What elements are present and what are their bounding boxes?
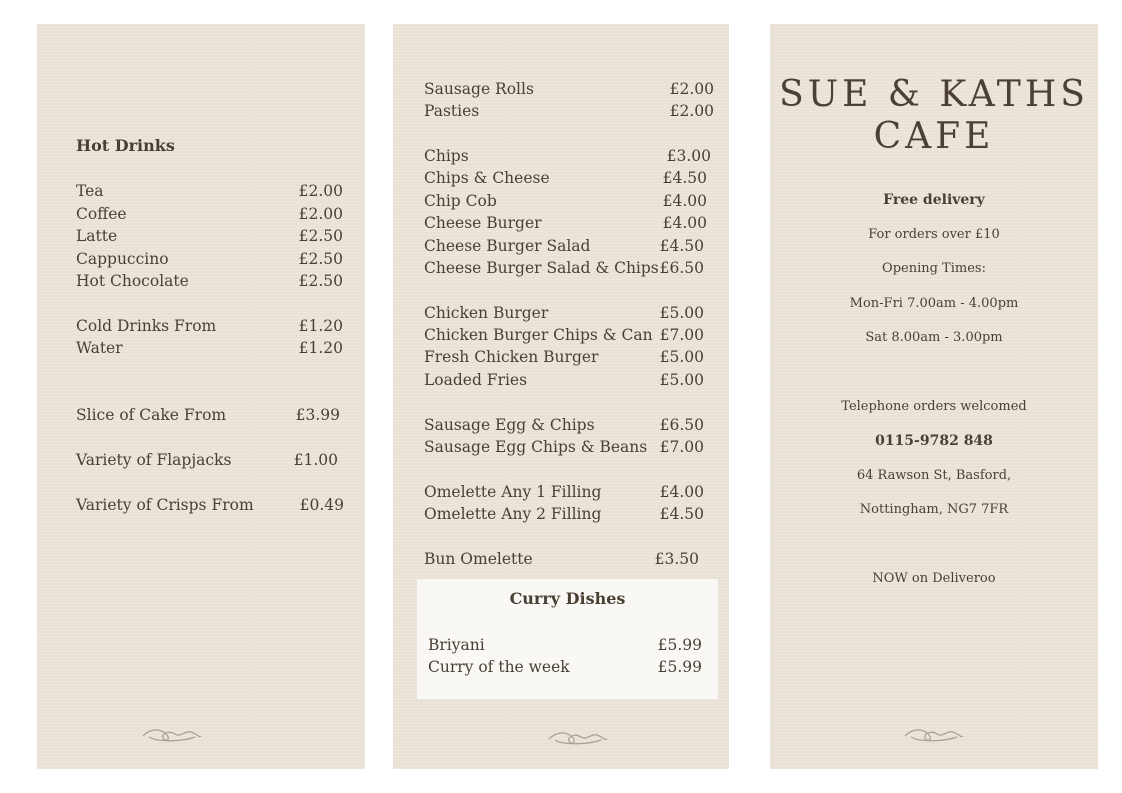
- item-price: £2.50: [298, 227, 343, 245]
- item-price: £4.00: [659, 483, 704, 501]
- item-price: £3.99: [295, 406, 340, 424]
- item-name: Curry of the week: [428, 658, 570, 676]
- item-name: Cheese Burger Salad & Chips: [424, 259, 659, 277]
- item-name: Chips: [424, 147, 469, 165]
- item-name: Cheese Burger: [424, 214, 542, 232]
- curry-dishes-box: [417, 579, 718, 699]
- item-price: £5.99: [657, 658, 702, 676]
- item-name: Loaded Fries: [424, 371, 528, 389]
- hot-drinks-heading: Hot Drinks: [76, 136, 175, 155]
- item-name: Bun Omelette: [424, 550, 533, 568]
- item-name: Briyani: [428, 636, 485, 654]
- item-name: Hot Chocolate: [76, 272, 189, 290]
- item-name: Chips & Cheese: [424, 169, 550, 187]
- item-price: £4.00: [662, 214, 707, 232]
- item-name: Fresh Chicken Burger: [424, 348, 599, 366]
- item-price: £1.20: [298, 339, 343, 357]
- item-price: £5.00: [659, 348, 704, 366]
- item-name: Pasties: [424, 102, 480, 120]
- item-price: £1.20: [298, 317, 343, 335]
- item-name: Sausage Egg Chips & Beans: [424, 438, 648, 456]
- address-line1: 64 Rawson St, Basford,: [856, 468, 1012, 483]
- item-name: Chip Cob: [424, 192, 497, 210]
- left-menu-panel: [37, 24, 365, 769]
- cafe-title: [770, 74, 1098, 158]
- item-name: Slice of Cake From: [76, 406, 227, 424]
- cafe-title-line1: SUE & KATHS: [779, 74, 1089, 115]
- item-price: £1.00: [293, 451, 338, 469]
- item-name: Cold Drinks From: [76, 317, 217, 335]
- item-price: £2.00: [669, 102, 714, 120]
- flourish-icon: [141, 724, 203, 746]
- item-price: £4.00: [662, 192, 707, 210]
- item-name: Coffee: [76, 205, 127, 223]
- item-price: £4.50: [659, 237, 704, 255]
- item-price: £0.49: [299, 496, 344, 514]
- orders-over-text: For orders over £10: [868, 227, 1000, 242]
- item-price: £6.50: [659, 416, 704, 434]
- item-price: £7.00: [659, 438, 704, 456]
- curry-dishes-heading: Curry Dishes: [509, 589, 626, 608]
- item-name: Variety of Flapjacks: [76, 451, 232, 469]
- flourish-icon: [547, 727, 609, 749]
- item-price: £4.50: [659, 505, 704, 523]
- item-price: £5.00: [659, 371, 704, 389]
- flourish-icon: [903, 724, 965, 746]
- opening-times-label: Opening Times:: [882, 261, 986, 276]
- item-name: Omelette Any 2 Filling: [424, 505, 602, 523]
- item-name: Omelette Any 1 Filling: [424, 483, 602, 501]
- item-name: Water: [76, 339, 123, 357]
- deliveroo-text: NOW on Deliveroo: [872, 571, 996, 586]
- cafe-info-panel: [770, 24, 1098, 769]
- item-price: £2.50: [298, 272, 343, 290]
- item-name: Latte: [76, 227, 118, 245]
- telephone-label: Telephone orders welcomed: [841, 399, 1027, 414]
- item-price: £3.50: [654, 550, 699, 568]
- item-price: £2.50: [298, 250, 343, 268]
- phone-number: 0115-9782 848: [875, 433, 993, 449]
- item-price: £5.00: [659, 304, 704, 322]
- item-name: Chicken Burger Chips & Can: [424, 326, 653, 344]
- item-price: £2.00: [298, 205, 343, 223]
- item-price: £4.50: [662, 169, 707, 187]
- middle-menu-panel: [393, 24, 729, 769]
- item-name: Tea: [76, 182, 104, 200]
- item-name: Variety of Crisps From: [76, 496, 254, 514]
- free-delivery-text: Free delivery: [883, 192, 985, 208]
- item-name: Sausage Rolls: [424, 80, 534, 98]
- item-name: Chicken Burger: [424, 304, 549, 322]
- cafe-title-line2: CAFE: [873, 116, 995, 157]
- item-price: £2.00: [669, 80, 714, 98]
- item-price: £6.50: [659, 259, 704, 277]
- saturday-hours: Sat 8.00am - 3.00pm: [865, 330, 1003, 345]
- item-price: £5.99: [657, 636, 702, 654]
- item-price: £7.00: [659, 326, 704, 344]
- item-name: Cheese Burger Salad: [424, 237, 591, 255]
- item-name: Cappuccino: [76, 250, 169, 268]
- item-price: £3.00: [666, 147, 711, 165]
- address-line2: Nottingham, NG7 7FR: [859, 502, 1009, 517]
- item-price: £2.00: [298, 182, 343, 200]
- item-name: Sausage Egg & Chips: [424, 416, 595, 434]
- weekday-hours: Mon-Fri 7.00am - 4.00pm: [849, 296, 1019, 311]
